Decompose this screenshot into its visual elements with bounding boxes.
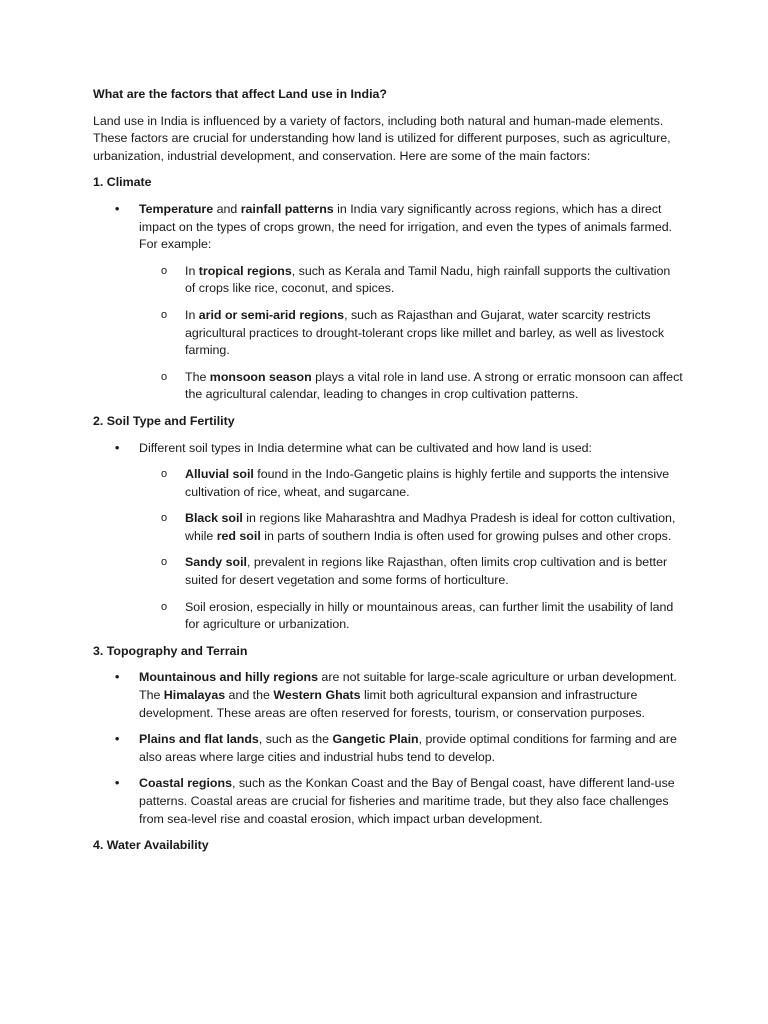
bold-phrase: Himalayas (163, 688, 226, 703)
text-run: in regions like Maharashtra and Madhya Pradesh is ideal for cotton cultivation, while (185, 511, 676, 543)
bold-phrase: arid or semi-arid regions (198, 307, 345, 322)
text-run: , such as Kerala and Tamil Nadu, high rainfall supports the cultivation of crops like rice, coconut, and spices. (185, 263, 671, 296)
sub-bullet-marker: o (161, 468, 168, 481)
text-run: , provide optimal conditions for farming and are also areas where large cities and industrial hubs tend to develop. (139, 732, 677, 764)
text-run: , such as the Konkan Coast and the Bay of Bengal coast, have different land-use patterns. Coastal areas are crucial for fisheries and maritime trade, but they also face challenges from sea-level rise and coastal erosion, which impact urban development. (139, 776, 675, 826)
bullet-text (139, 776, 675, 825)
sub-bullet-item (139, 263, 683, 298)
text-run: found in the Indo-Gangetic plains is highly fertile and supports the intensive cultivation of rice, wheat, and sugarcane. (185, 467, 670, 499)
section-heading: 1. Climate (93, 175, 152, 190)
text-run: , prevalent in regions like Rajasthan, often limits crop cultivation and is better suited for desert vegetation and some forms of horticulture. (185, 555, 668, 588)
sub-bullet-text (185, 511, 675, 543)
sub-bullet-marker: o (161, 556, 168, 569)
sub-bullet-item (139, 369, 683, 404)
bold-phrase: Mountainous and hilly regions (139, 670, 318, 685)
text-run: , such as Rajasthan and Gujarat, water scarcity restricts agricultural practices to drought-tolerant crops like millet and barley, as well as livestock farming. (185, 307, 665, 358)
text-run: and (213, 201, 241, 216)
text-run: , such as the (258, 732, 333, 747)
sub-bullet-item (139, 554, 683, 589)
sub-bullet-text (185, 370, 683, 402)
sub-bullet-list (139, 263, 683, 404)
bullet-list (93, 201, 683, 404)
bullet-marker: • (115, 440, 120, 455)
text-run: plays a vital role in land use. A strong or erratic monsoon can affect the agricultural calendar, leading to changes in crop cultivation patterns. (185, 369, 683, 402)
bold-phrase: Plains and flat lands (139, 732, 259, 747)
sub-bullet-item (139, 307, 683, 360)
bullet-text (139, 202, 672, 251)
text-run: In (185, 263, 199, 278)
sub-bullet-text (185, 467, 669, 499)
sections-container (93, 174, 683, 854)
sub-bullet-item (139, 466, 683, 501)
bold-phrase: Gangetic Plain (332, 732, 419, 747)
intro-paragraph: Land use in India is influenced by a variety of factors, including both natural and human-made elements. These factors are crucial for understanding how land is utilized for different purposes, such as agriculture, urbanization, industrial development, and conservation. Here are some of the main factors: (93, 113, 671, 163)
sub-bullet-text (185, 308, 664, 357)
bold-phrase: tropical regions (198, 263, 292, 278)
bullet-item (93, 669, 683, 722)
bold-phrase: Alluvial soil (185, 467, 254, 482)
text-run: in parts of southern India is often used for growing pulses and other crops. (260, 528, 672, 543)
text-run: In (185, 307, 199, 322)
sub-bullet-list (139, 466, 683, 634)
text-run: Different soil types in India determine what can be cultivated and how land is used: (139, 440, 592, 455)
sub-bullet-text (185, 600, 673, 632)
sub-bullet-marker: o (161, 512, 168, 525)
text-run: limit both agricultural expansion and infrastructure development. These areas are often reserved for forests, tourism, or conservation purposes. (139, 688, 645, 720)
document-title: What are the factors that affect Land use in India? (93, 87, 387, 101)
bold-phrase: Sandy soil (185, 555, 247, 570)
sub-bullet-marker: o (161, 264, 168, 277)
sub-bullet-marker: o (161, 370, 168, 383)
sub-bullet-marker: o (161, 308, 168, 321)
text-run: Soil erosion, especially in hilly or mountainous areas, can further limit the usability of land for agriculture or urbanization. (185, 599, 674, 632)
bullet-list (93, 669, 683, 828)
bold-phrase: Black soil (185, 511, 243, 526)
bullet-list (93, 440, 683, 634)
bold-phrase: monsoon season (209, 369, 312, 384)
bold-phrase: red soil (216, 528, 261, 543)
sub-bullet-text (185, 555, 667, 587)
text-run: are not suitable for large-scale agriculture or urban development. The (139, 670, 677, 703)
sub-bullet-item (139, 599, 683, 634)
bullet-item (93, 731, 683, 766)
bullet-marker: • (115, 670, 120, 685)
bullet-text (139, 441, 592, 455)
bold-phrase: Temperature (139, 201, 214, 216)
section-heading: 3. Topography and Terrain (93, 643, 248, 658)
bullet-text (139, 670, 677, 719)
document-page (93, 86, 683, 864)
section-heading: 2. Soil Type and Fertility (93, 413, 235, 428)
sub-bullet-text (185, 264, 670, 296)
bullet-marker: • (115, 776, 120, 791)
section-heading: 4. Water Availability (93, 838, 209, 853)
bullet-marker: • (115, 201, 120, 216)
bullet-item (93, 775, 683, 828)
sub-bullet-marker: o (161, 600, 168, 613)
bold-phrase: Western Ghats (273, 688, 361, 703)
sub-bullet-item (139, 510, 683, 545)
text-run: and the (225, 688, 274, 703)
bullet-item (93, 201, 683, 404)
bold-phrase: rainfall patterns (240, 201, 334, 216)
text-run: The (185, 369, 210, 384)
bullet-text (139, 732, 677, 764)
text-run: in India vary significantly across regions, which has a direct impact on the types of crops grown, the need for irrigation, and even the types of animals farmed. For example: (139, 201, 673, 252)
bullet-item (93, 440, 683, 634)
bold-phrase: Coastal regions (139, 776, 232, 791)
bullet-marker: • (115, 732, 120, 747)
